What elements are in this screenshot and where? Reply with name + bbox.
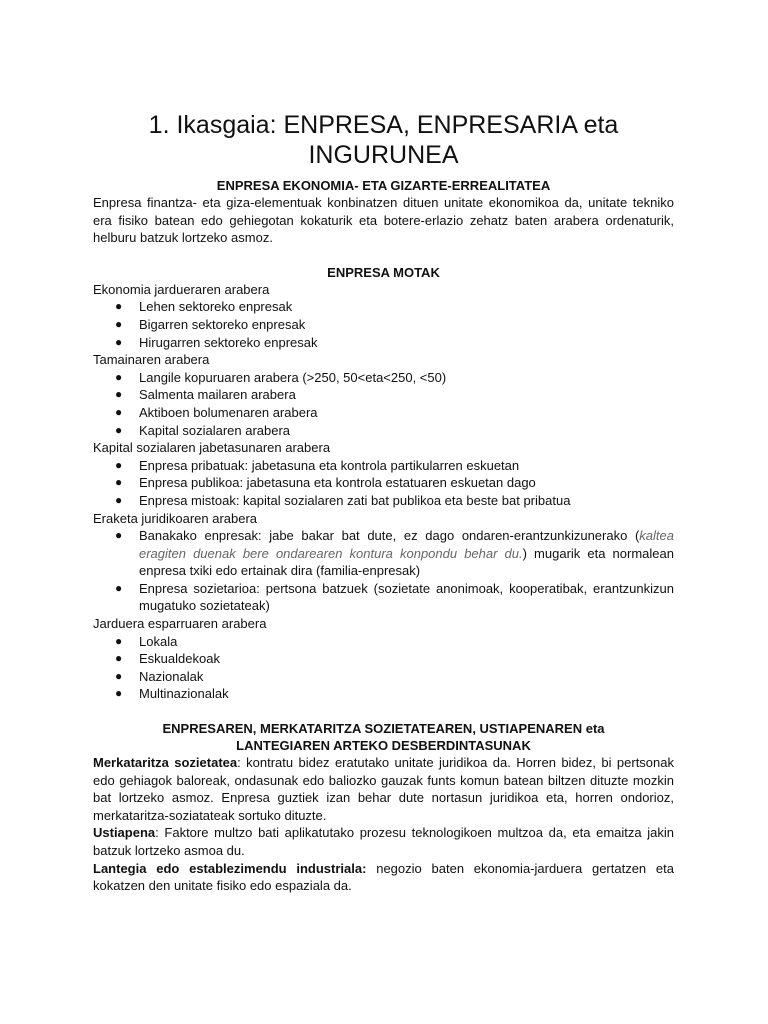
bullet-icon: ● bbox=[115, 422, 123, 437]
group-label: Eraketa juridikoaren arabera bbox=[93, 510, 258, 526]
list-item: ● Enpresa pribatuak: jabetasuna eta kontrola partikularren eskuetan bbox=[115, 457, 520, 473]
list-item: ● Enpresa mistoak: kapital sozialaren zati bat publikoa eta beste bat pribatua bbox=[115, 492, 571, 508]
group-label: Ekonomia jardueraren arabera bbox=[93, 281, 270, 297]
group-label: Tamainaren arabera bbox=[93, 352, 210, 368]
list-item: ● Salmenta mailaren arabera bbox=[115, 387, 296, 403]
bullet-icon: ● bbox=[115, 369, 123, 384]
inline-note: kaltea eragiten duenak bere ondarearen kontura konpondu behar du. bbox=[139, 528, 674, 561]
list-item: ● Eskualdekoak bbox=[115, 651, 220, 667]
bullet-list bbox=[93, 298, 674, 351]
list-item: ● Banakako enpresak: jabe bakar bat dute, ez dago ondaren-erantzunkizunerako (kaltea eragiten duenak bere ondarearen kontura konpondu behar du.) mugarik eta normalean enpresa txiki edo ertainak dira (familia-enpresak) bbox=[115, 528, 674, 579]
bullet-icon: ● bbox=[115, 457, 123, 472]
bullet-list bbox=[93, 369, 674, 439]
group-label: Kapital sozialaren jabetasunaren arabera bbox=[93, 440, 331, 456]
section-heading-desberdintasunak: ENPRESAREN, MERKATARITZA SOZIETATEAREN, USTIAPENAREN eta LANTEGIAREN ARTEKO DESBERDINTASUNAK bbox=[162, 721, 605, 754]
bullet-icon: ● bbox=[115, 633, 123, 648]
bullet-icon: ● bbox=[115, 580, 123, 595]
bullet-icon: ● bbox=[115, 404, 123, 419]
section-heading-realitatea: ENPRESA EKONOMIA- ETA GIZARTE-ERREALITATEA bbox=[216, 178, 551, 193]
definition-lantegia: Lantegia edo establezimendu industriala: negozio baten ekonomia-jarduera gertatzen eta kokatzen den unitate fisiko edo espaziala da. bbox=[93, 860, 675, 894]
definition-merkataritza: Merkataritza sozietatea: kontratu bidez eratutako unitate juridikoa da. Horren bidez, bi pertsonak edo gehiagok baloreak, ondasunak edo baliozko gauzak funts komun batean biltzen dituzte mozkin bat lortzeko asmoz. Enpresa guztiek izan behar dute nortasun juridikoa eta, horren ondorioz, merkataritza-soziatateak sortuko dituzte. bbox=[93, 755, 675, 823]
list-item: ● Hirugarren sektoreko enpresak bbox=[115, 334, 318, 350]
list-item: ● Aktiboen bolumenaren arabera bbox=[115, 404, 318, 420]
list-item: ● Enpresa sozietarioa: pertsona batzuek (sozietate anonimoak, kooperatibak, erantzunkizun mugatuko sozietateak) bbox=[115, 580, 674, 614]
list-item: ● Kapital sozialaren arabera bbox=[115, 422, 291, 438]
bullet-icon: ● bbox=[115, 475, 123, 490]
bullet-list bbox=[93, 633, 674, 703]
paragraph-enpresa-definition: Enpresa finantza- eta giza-elementuak konbinatzen dituen unitate ekonomikoa da, unitate tekniko era fisiko batean edo gehiegotan kokaturik eta botere-erlazio zehatz baten arabera ordenaturik, helburu batzuk lortzeko asmoz. bbox=[93, 195, 674, 246]
bullet-icon: ● bbox=[115, 686, 123, 701]
bullet-icon: ● bbox=[115, 651, 123, 666]
definition-ustiapena: Ustiapena: Faktore multzo bati aplikatutako prozesu teknologikoen multzoa da, eta emaitza jakin batzuk lortzeko asmoa du. bbox=[93, 825, 674, 858]
list-item: ● Lokala bbox=[115, 633, 178, 649]
page-title: 1. Ikasgaia: ENPRESA, ENPRESARIA eta INGURUNEA bbox=[148, 111, 619, 169]
bullet-list bbox=[93, 527, 674, 615]
list-item: ● Lehen sektoreko enpresak bbox=[115, 299, 293, 315]
bullet-icon: ● bbox=[115, 528, 123, 543]
bullet-icon: ● bbox=[115, 387, 123, 402]
bullet-icon: ● bbox=[115, 299, 123, 314]
list-item: ● Bigarren sektoreko enpresak bbox=[115, 316, 306, 332]
list-item: ● Enpresa publikoa: jabetasuna eta kontrola estatuaren eskuetan dago bbox=[115, 475, 536, 491]
document-page bbox=[93, 110, 674, 895]
section-heading-enpresa-motak: ENPRESA MOTAK bbox=[327, 264, 440, 280]
bullet-list bbox=[93, 457, 674, 510]
bullet-icon: ● bbox=[115, 492, 123, 507]
bullet-icon: ● bbox=[115, 316, 123, 331]
list-item: ● Nazionalak bbox=[115, 668, 204, 684]
list-item: ● Multinazionalak bbox=[115, 686, 229, 702]
bullet-icon: ● bbox=[115, 334, 123, 349]
bullet-icon: ● bbox=[115, 668, 123, 683]
list-item: ● Langile kopuruaren arabera (>250, 50<eta<250, <50) bbox=[115, 369, 447, 385]
group-label: Jarduera esparruaren arabera bbox=[93, 616, 267, 632]
